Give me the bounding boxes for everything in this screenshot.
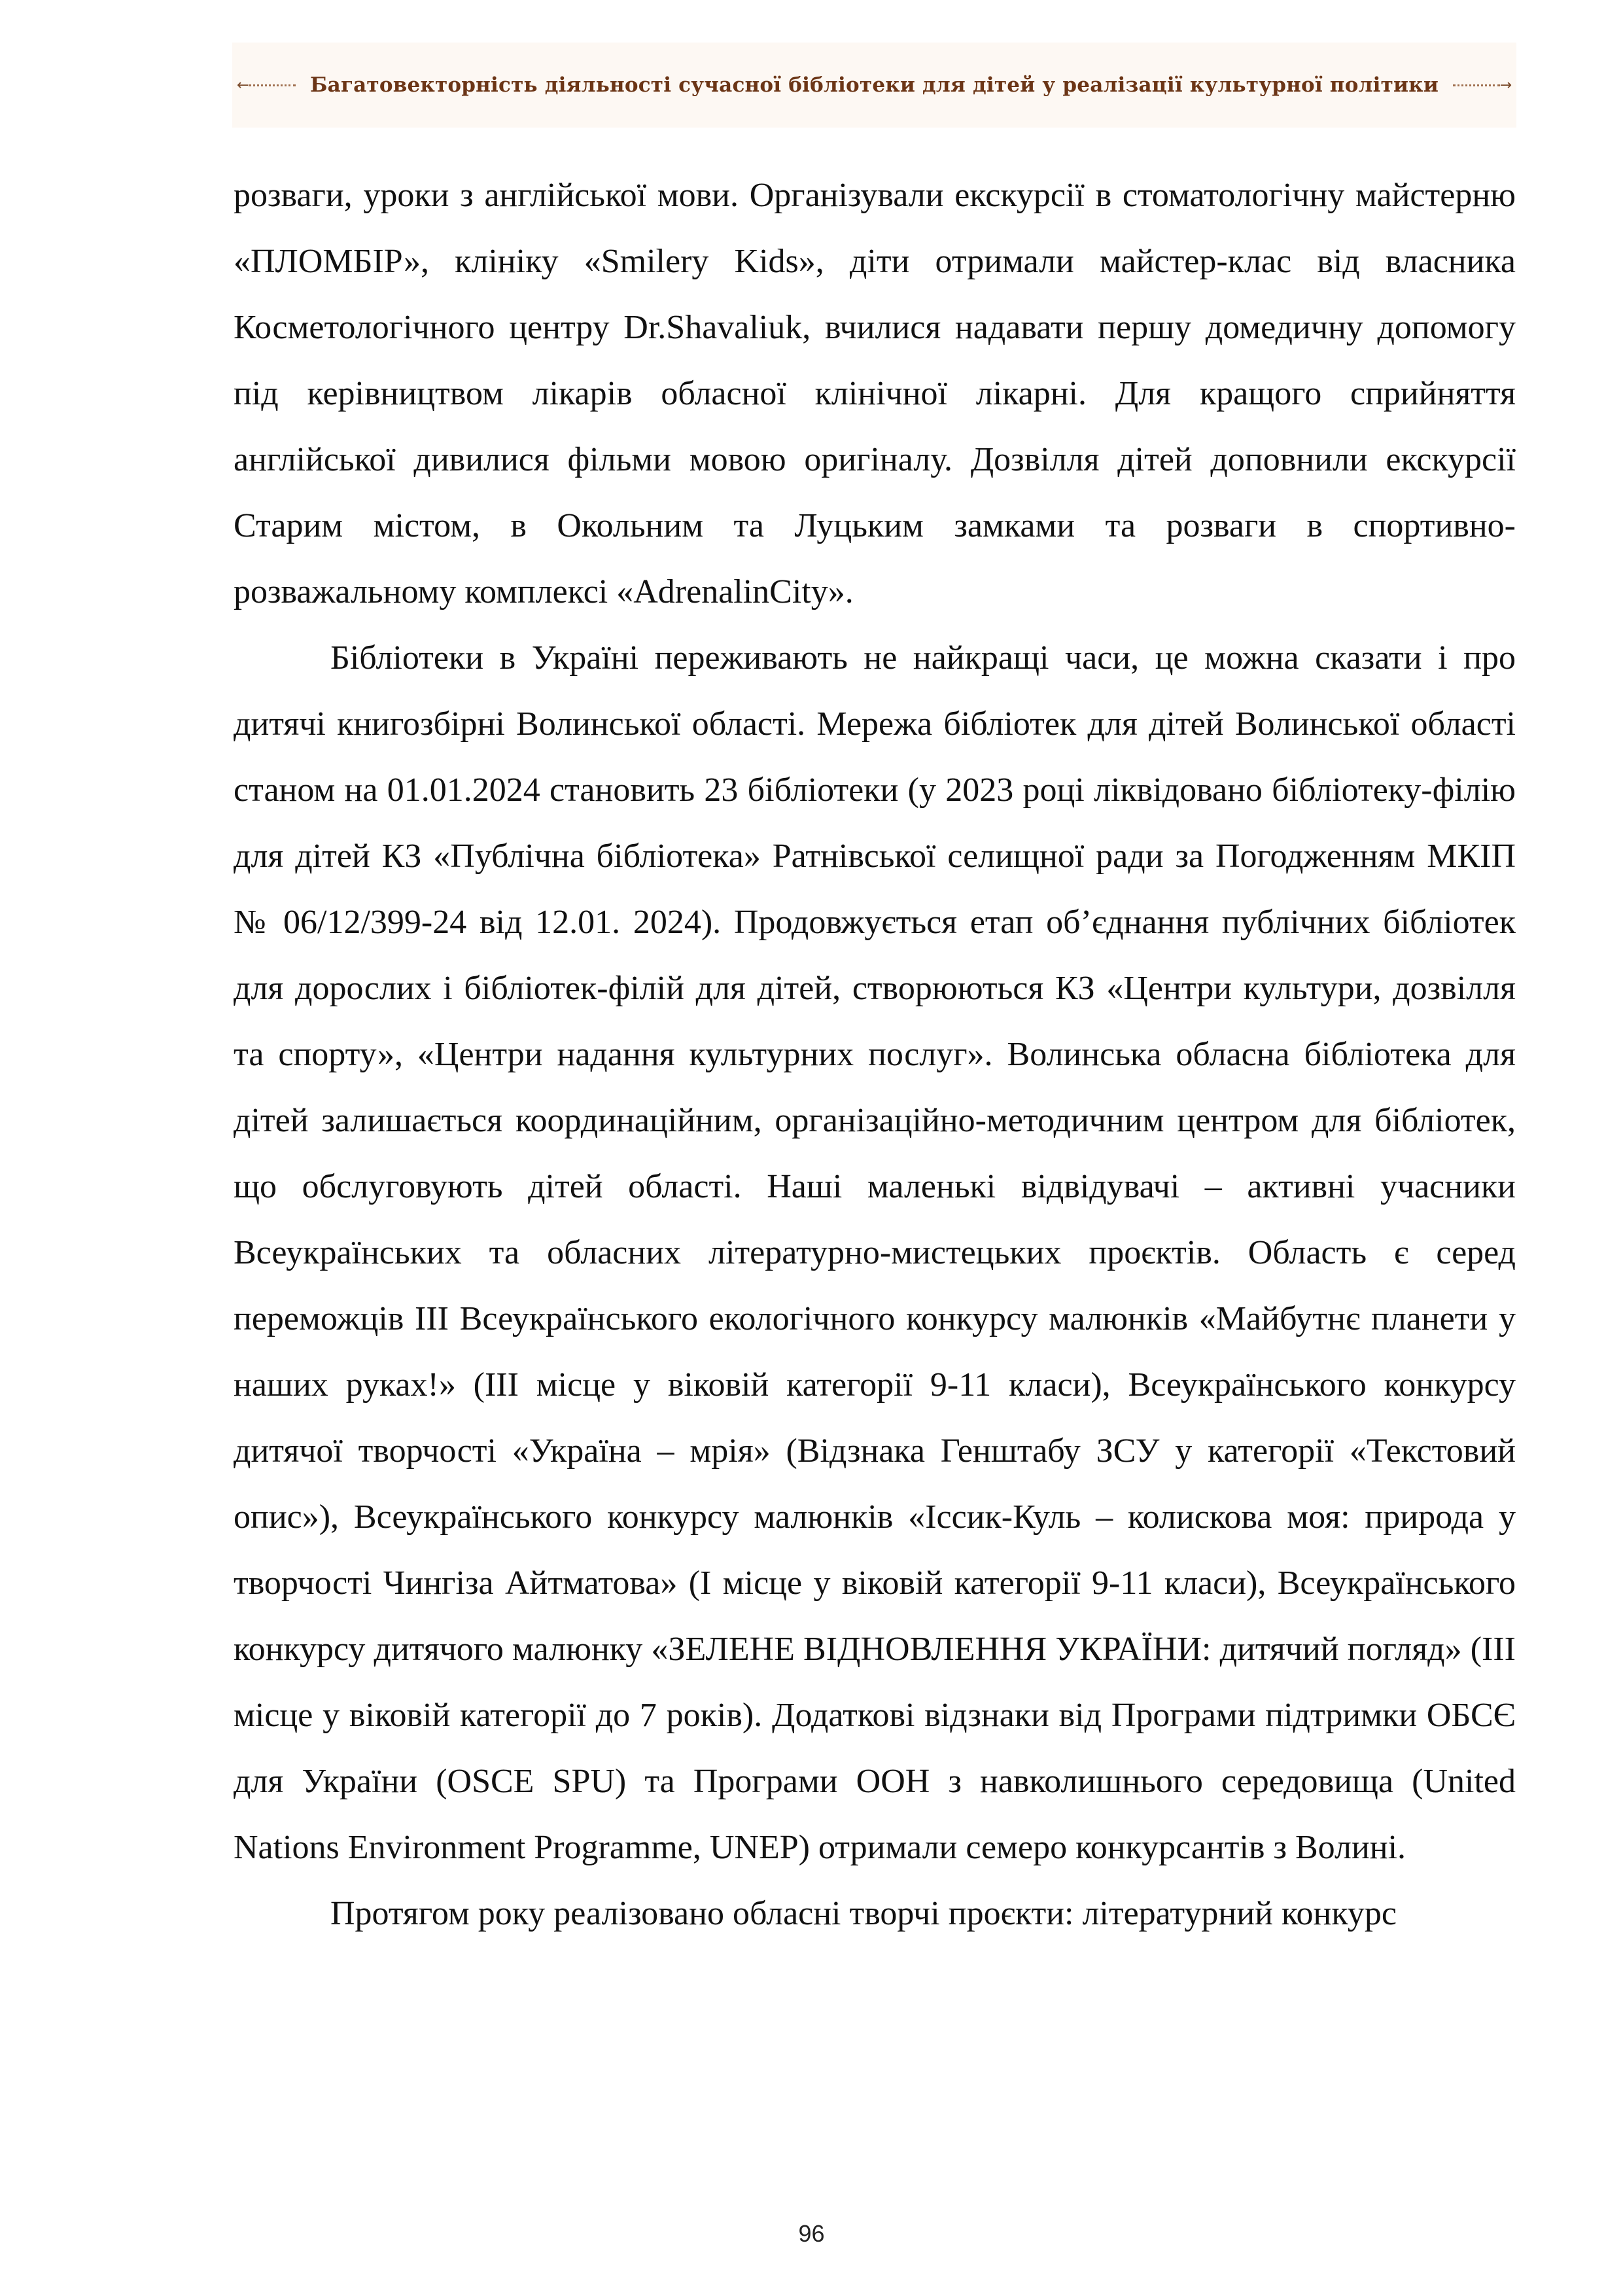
- dotted-rule: [1453, 84, 1500, 86]
- left-arrow-icon: ←: [236, 77, 249, 94]
- running-header-inner: [237, 73, 1512, 97]
- left-arrow-ornament: [237, 77, 296, 94]
- paragraph-libraries-network: Бібліотеки в Україні переживають не найкращі часи, це можна сказати і про дитячі книгозбірні Волинської області. Мережа бібліотек для дітей Волинської області станом на 01.01.2024 становить 23 бібліотеки (у 2023 році ліквідовано бібліотеку-філію для дітей КЗ «Публічна бібліотека» Ратнівської селищної ради за Погодженням МКІП № 06/12/399-24 від 12.01. 2024). Продовжується етап об’єднання публічних бібліотек для дорослих і бібліотек-філій для дітей, створюються КЗ «Центри культури, дозвілля та спорту», «Центри надання культурних послуг». Волинська обласна бібліотека для дітей залишається координаційним, організаційно-методичним центром для бібліотек, що обслуговують дітей області. Наші маленькі відвідувачі – активні учасники Всеукраїнських та обласних літературно-мистецьких проєктів. Область є серед переможців ІІІ Всеукраїнського екологічного конкурсу малюнків «Майбутнє планети у наших руках!» (ІІІ місце у віковій категорії 9-11 класи), Всеукраїнського конкурсу дитячої творчості «Україна – мрія» (Відзнака Генштабу ЗСУ у категорії «Текстовий опис»), Всеукраїнського конкурсу малюнків «Іссик-Куль – колискова моя: природа у творчості Чингіза Айтматова» (І місце у віковій категорії 9-11 класи), Всеукраїнського конкурсу дитячого малюнку «ЗЕЛЕНЕ ВІДНОВЛЕННЯ УКРАЇНИ: дитячий погляд» (ІІІ місце у віковій категорії до 7 років). Додаткові відзнаки від Програми підтримки ОБСЄ для України (OSCE SPU) та Програми ООН з навколишнього середовища (United Nations Environment Programme, UNEP) отримали семеро конкурсантів з Волині.: [234, 639, 1516, 1866]
- body-text: [234, 162, 1516, 1947]
- paragraph-continuation: розваги, уроки з англійської мови. Організували екскурсії в стоматологічну майстерню «ПЛОМБІР», клініку «Smilery Kids», діти отримали майстер-клас від власника Косметологічного центру Dr.Shavaliuk, вчилися надавати першу домедичну допомогу під керівництвом лікарів обласної клінічної лікарні. Для кращого сприйняття англійської дивилися фільми мовою оригіналу. Дозвілля дітей доповнили екскурсії Старим містом, в Окольним та Луцьким замками та розваги в спортивно-розважальному комплексі «AdrenalinCity».: [234, 177, 1516, 610]
- running-header-title: Багатовекторність діяльності сучасної бібліотеки для дітей у реалізації культурної політики: [309, 73, 1439, 97]
- paragraph-projects: Протягом року реалізовано обласні творчі проєкти: літературний конкурс: [330, 1895, 1397, 1932]
- running-header: [232, 43, 1516, 128]
- right-arrow-icon: →: [1499, 77, 1512, 94]
- page-number: 96: [798, 2220, 825, 2247]
- right-arrow-ornament: [1453, 77, 1512, 94]
- dotted-rule: [249, 84, 296, 86]
